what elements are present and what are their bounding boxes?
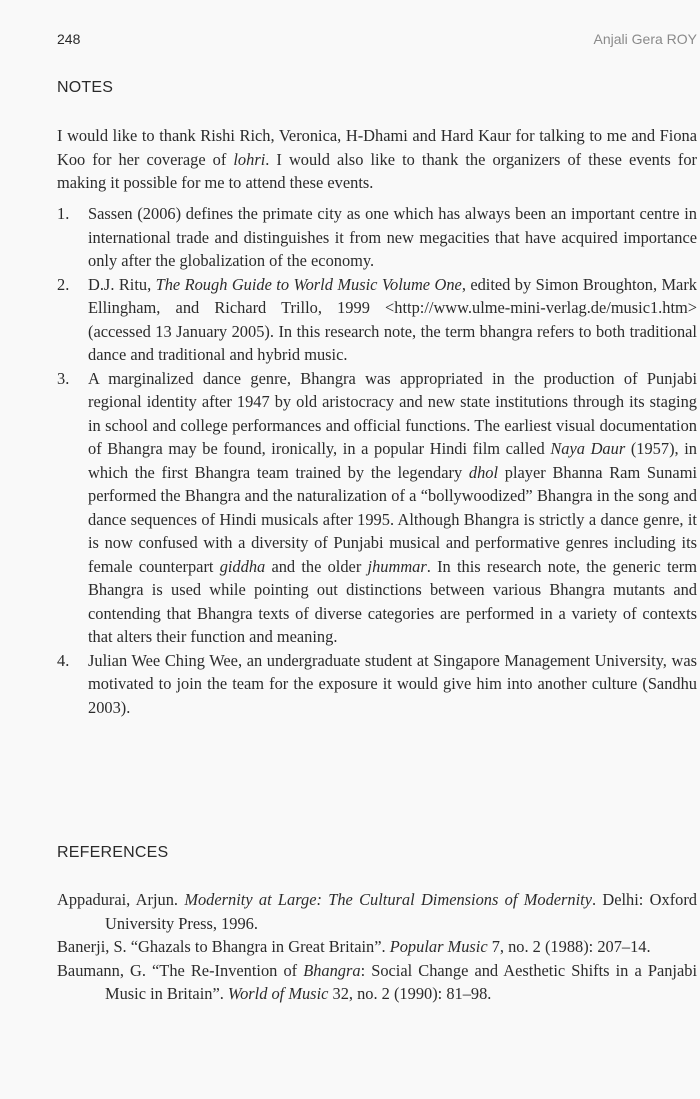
reference-entry [57, 959, 697, 1006]
note-item [57, 649, 697, 720]
ack-text-1: I would like to thank Rishi Rich, Veronica, H-Dhami and Hard Kaur for talking to me and Fiona Koo for her coverage of [57, 126, 697, 169]
note-text [88, 367, 697, 649]
text-run: Appadurai, Arjun. [57, 890, 185, 909]
italic-run: Naya Daur [550, 439, 626, 458]
note-item [57, 273, 697, 367]
references-list [57, 888, 697, 1006]
running-head [57, 29, 697, 49]
text-run: Banerji, S. “Ghazals to Bhangra in Great Britain”. [57, 937, 390, 956]
text-run: (1957), in which the first Bhangra team trained by the legendary [88, 439, 697, 482]
text-run: 32, no. 2 (1990): 81–98. [328, 984, 492, 1003]
note-item [57, 202, 697, 273]
note-text [88, 649, 697, 720]
text-run: A marginalized dance genre, Bhangra was appropriated in the production of Punjabi regional identity after 1947 by old aristocracy and new state institutions through its staging in school and college performances and official functions. The earliest visual documentation of Bhangra may be found, ironically, in a popular Hindi film called [88, 368, 697, 458]
references-heading: REFERENCES [57, 844, 169, 861]
italic-run: Modernity at Large: The Cultural Dimensions of Modernity [184, 890, 592, 909]
note-number: 1. [57, 204, 70, 223]
ack-italic: lohri [233, 149, 266, 169]
text-run: Sassen (2006) defines the primate city as one which has always been an important centre in international trade and distinguishes it from new megacities that have acquired importance only after the globalization of the economy. [88, 204, 697, 270]
text-run: 7, no. 2 (1988): 207–14. [487, 937, 651, 956]
italic-run: Bhangra [303, 960, 361, 980]
text-run: player Bhanna Ram Sunami performed the Bhangra and the naturalization of a “bollywoodized” Bhangra in the song and dance sequences of Hindi musicals after 1995. Although Bhangra is strictly a dance genre, it is now confused with a diversity of Punjabi musical and performative genres including its female counterpart [88, 462, 697, 576]
note-number: 3. [57, 368, 70, 388]
acknowledgement-paragraph [57, 124, 697, 195]
italic-run: World of Music [227, 984, 329, 1003]
italic-run: dhol [468, 462, 499, 482]
text-run: . Delhi: Oxford University Press, 1996. [105, 890, 697, 933]
note-text [88, 202, 697, 273]
note-item [57, 367, 697, 649]
note-number: 2. [57, 274, 70, 294]
text-run: D.J. Ritu, [88, 274, 156, 294]
italic-run: giddha [219, 556, 266, 576]
italic-run: The Rough Guide to World Music Volume One [155, 274, 462, 294]
text-run: Julian Wee Ching Wee, an undergraduate student at Singapore Management University, was motivated to join the team for the exposure it would give him into another culture (Sandhu 2003). [88, 650, 697, 717]
italic-run: jhummar [367, 556, 427, 576]
note-text [88, 273, 697, 367]
page-number: 248 [57, 31, 81, 47]
text-run: : Social Change and Aesthetic Shifts in a Panjabi Music in Britain”. [105, 960, 697, 1003]
text-run: , edited by Simon Broughton, Mark Ellingham, and Richard Trillo, 1999 <http://www.ulme-mini-verlag.de/music1.htm> (accessed 13 January 2005). In this research note, the term bhangra refers to both traditional dance and traditional and hybrid music. [88, 274, 697, 364]
notes-list [57, 202, 697, 719]
text-run: Baumann, G. “The Re-Invention of [57, 960, 304, 980]
italic-run: Popular Music [389, 937, 488, 956]
reference-entry [57, 888, 697, 935]
running-head-author: Anjali Gera ROY [593, 31, 697, 47]
text-run: . In this research note, the generic term Bhangra is used while pointing out distinctions between various Bhangra mutants and contending that Bhangra texts of diverse categories are performed in a variety of contexts that alters their function and meaning. [88, 556, 697, 646]
note-number: 4. [57, 650, 70, 670]
ack-text-2: . I would also like to thank the organizers of these events for making it possible for me to attend these events. [57, 149, 697, 192]
reference-entry [57, 935, 697, 959]
notes-heading: NOTES [57, 79, 114, 96]
text-run: and the older [265, 556, 368, 576]
